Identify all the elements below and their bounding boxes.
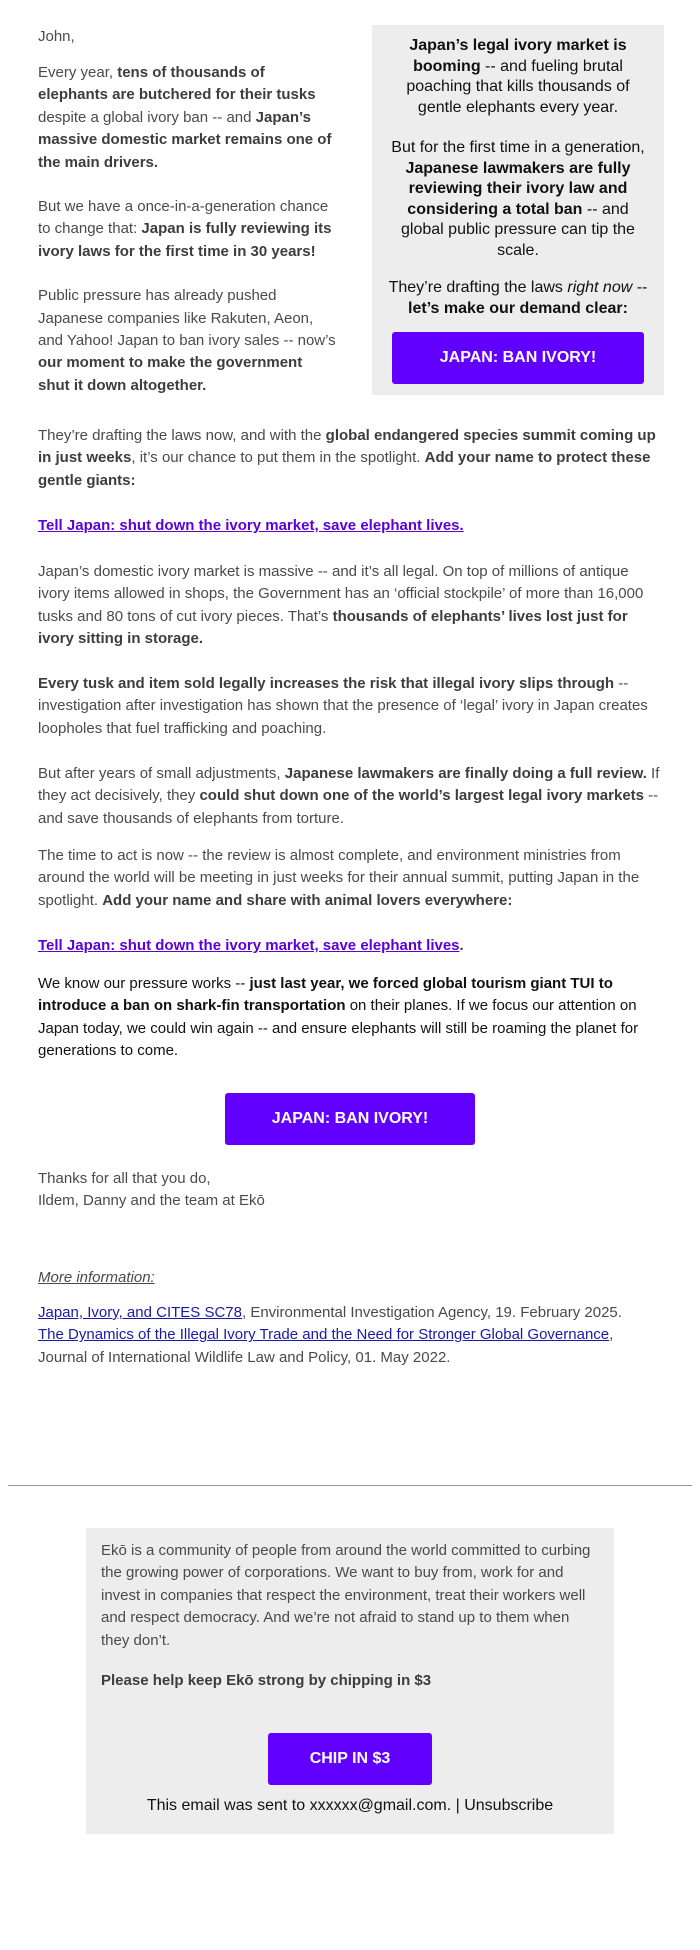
thanks-text: Thanks for all that you do, bbox=[38, 1170, 211, 1187]
intro-column bbox=[38, 62, 338, 419]
body-paragraph: They’re drafting the laws now, and with the global endangered species summit coming up in just weeks, it’s our chance to put them in the spotlight. Add your name to protect these gentle giants: bbox=[38, 427, 656, 489]
signature: Ildem, Danny and the team at Ekō bbox=[38, 1192, 265, 1210]
intro-paragraph: But we have a once-in-a-generation chance to change that: Japan is fully reviewing its ivory laws for the first time in 30 years! bbox=[38, 198, 332, 260]
sent-notice: This email was sent to xxxxxx@gmail.com. | Unsubscribe bbox=[146, 1797, 554, 1814]
reference: The Dynamics of the Illegal Ivory Trade and the Need for Stronger Global Governance, Journal of International Wildlife Law and Policy, 01. May 2022. bbox=[38, 1326, 614, 1366]
callout-text: But for the first time in a generation, Japanese lawmakers are fully reviewing their ivory law and considering a total ban -- and global public pressure can tip the scale. bbox=[391, 139, 645, 259]
body-paragraph: We know our pressure works -- just last year, we forced global tourism giant TUI to introduce a ban on shark-fin transportation on their planes. If we focus our attention on Japan today, we could win again -- and ensure elephants will still be roaming the planet for generations to come. bbox=[38, 975, 639, 1060]
references bbox=[38, 1302, 664, 1369]
pressure-paragraph bbox=[38, 973, 664, 1063]
body-paragraph: The time to act is now -- the review is almost complete, and environment ministries from around the world will be meeting in just weeks for their annual summit, putting Japan in the spotlight. Add your name and share with animal lovers everywhere: bbox=[38, 847, 640, 909]
intro-paragraph: Public pressure has already pushed Japanese companies like Rakuten, Aeon, and Yahoo! Japan to ban ivory sales -- now’s our moment to make the government shut it down altogether. bbox=[38, 287, 336, 394]
sign-off bbox=[38, 1168, 265, 1213]
reference-link[interactable]: Japan, Ivory, and CITES SC78 bbox=[38, 1304, 242, 1321]
callout-text: They’re drafting the laws right now -- let’s make our demand clear: bbox=[388, 279, 648, 317]
about-text: Ekō is a community of people from around the world committed to curbing the growing power of corporations. We want to buy from, work for and invest in companies that respect the environment, treat their workers well and respect democracy. And we’re not afraid to stand up to them when they don’t. bbox=[101, 1542, 591, 1649]
recipient-email: xxxxxx@gmail.com bbox=[309, 1797, 447, 1814]
ban-ivory-button[interactable]: JAPAN: BAN IVORY! bbox=[225, 1093, 475, 1145]
body-paragraph: Every tusk and item sold legally increases the risk that illegal ivory slips through -- investigation after investigation has shown that the presence of ‘legal’ ivory in Japan creates loopholes that fuel trafficking and poaching. bbox=[38, 675, 648, 737]
body-paragraph: Japan’s domestic ivory market is massive -- and it’s all legal. On top of millions of antique ivory items allowed in shops, the Government has an ‘official stockpile’ of more than 16,000 tusks and 80 tons of cut ivory pieces. That’s thousands of elephants’ lives lost just for ivory sitting in storage. bbox=[38, 563, 644, 648]
divider bbox=[8, 1485, 692, 1486]
greeting: John, bbox=[38, 28, 75, 45]
intro-paragraph: Every year, tens of thousands of elephants are butchered for their tusks despite a global ivory ban -- and Japan’s massive domestic market remains one of the main drivers. bbox=[38, 64, 332, 171]
petition-link[interactable]: Tell Japan: shut down the ivory market, save elephant lives. bbox=[38, 517, 464, 534]
petition-link-paragraph bbox=[38, 515, 664, 537]
donation-ask: Please help keep Ekō strong by chipping in $3 bbox=[101, 1672, 432, 1690]
more-info-heading: More information: bbox=[38, 1269, 155, 1286]
petition-link[interactable]: Tell Japan: shut down the ivory market, save elephant lives bbox=[38, 937, 460, 954]
chip-in-button[interactable]: CHIP IN $3 bbox=[268, 1733, 432, 1785]
reference-link[interactable]: The Dynamics of the Illegal Ivory Trade and the Need for Stronger Global Governance bbox=[38, 1326, 610, 1344]
unsubscribe-link[interactable]: Unsubscribe bbox=[464, 1797, 554, 1814]
reference: Japan, Ivory, and CITES SC78, Environmental Investigation Agency, 19. February 2025. bbox=[38, 1304, 622, 1321]
callout-box bbox=[372, 25, 664, 395]
body-paragraph: But after years of small adjustments, Japanese lawmakers are finally doing a full review. If they act decisively, they could shut down one of the world’s largest legal ivory markets -- and save thousands of elephants from torture. bbox=[38, 765, 660, 827]
callout-text: Japan’s legal ivory market is booming -- and fueling brutal poaching that kills thousands of gentle elephants every year. bbox=[406, 37, 630, 116]
ban-ivory-button[interactable]: JAPAN: BAN IVORY! bbox=[392, 332, 644, 384]
petition-link-paragraph: Tell Japan: shut down the ivory market, save elephant lives. bbox=[38, 937, 464, 954]
footer-box bbox=[86, 1528, 614, 1834]
